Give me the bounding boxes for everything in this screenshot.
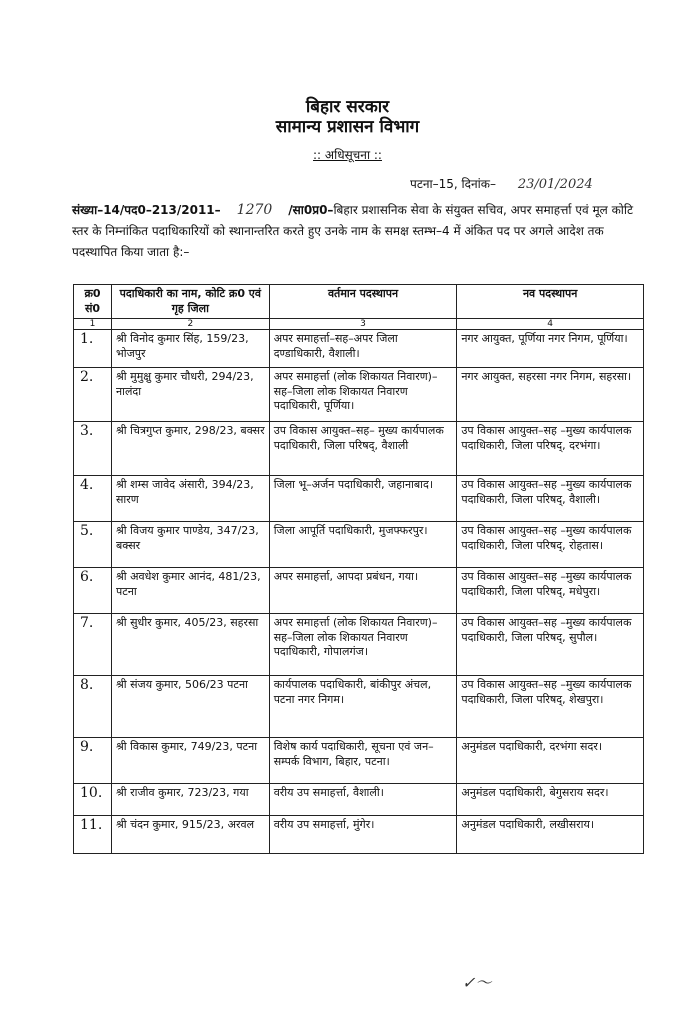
serial-cell: 7. — [74, 614, 112, 676]
current-posting-cell: जिला आपूर्ति पदाधिकारी, मुजफ्फरपुर। — [269, 522, 457, 568]
new-posting-cell: नगर आयुक्त, सहरसा नगर निगम, सहरसा। — [457, 368, 644, 422]
serial-cell: 8. — [74, 676, 112, 738]
table-header-row — [74, 285, 644, 319]
officer-cell: श्री विजय कुमार पाण्डेय, 347/23, बक्सर — [111, 522, 269, 568]
new-posting-cell: नगर आयुक्त, पूर्णिया नगर निगम, पूर्णिया। — [457, 330, 644, 368]
officer-cell: श्री शम्स जावेद अंसारी, 394/23, सारण — [111, 476, 269, 522]
new-posting-cell: अनुमंडल पदाधिकारी, दरभंगा सदर। — [457, 738, 644, 784]
column-number: 2 — [111, 319, 269, 330]
serial-cell: 10. — [74, 784, 112, 816]
table-row — [74, 676, 644, 738]
new-posting-cell: अनुमंडल पदाधिकारी, लखीसराय। — [457, 816, 644, 854]
new-posting-cell: उप विकास आयुक्त–सह –मुख्य कार्यपालक पदाधिकारी, जिला परिषद्, शेखपुरा। — [457, 676, 644, 738]
table-row — [74, 784, 644, 816]
officer-cell: श्री चंदन कुमार, 915/23, अरवल — [111, 816, 269, 854]
column-number: 4 — [457, 319, 644, 330]
table-row — [74, 738, 644, 784]
intro-paragraph — [72, 200, 647, 263]
column-number: 1 — [74, 319, 112, 330]
officer-cell: श्री सुधीर कुमार, 405/23, सहरसा — [111, 614, 269, 676]
table-row — [74, 330, 644, 368]
serial-cell: 2. — [74, 368, 112, 422]
officer-cell: श्री संजय कुमार, 506/23 पटना — [111, 676, 269, 738]
signature: ✓〜 — [462, 973, 492, 992]
column-number-row — [74, 319, 644, 330]
serial-cell: 11. — [74, 816, 112, 854]
handwritten-reference-number: 1270 — [236, 202, 273, 218]
current-posting-cell: जिला भू–अर्जन पदाधिकारी, जहानाबाद। — [269, 476, 457, 522]
current-posting-cell: अपर समाहर्त्ता (लोक शिकायत निवारण)– सह–जिला लोक शिकायत निवारण पदाधिकारी, पूर्णिया। — [269, 368, 457, 422]
handwritten-date: 23/01/2024 — [517, 177, 593, 192]
officer-cell: श्री राजीव कुमार, 723/23, गया — [111, 784, 269, 816]
serial-cell: 3. — [74, 422, 112, 476]
new-posting-cell: उप विकास आयुक्त–सह –मुख्य कार्यपालक पदाधिकारी, जिला परिषद्, मधेपुरा। — [457, 568, 644, 614]
intro-text: बिहार प्रशासनिक सेवा के संयुक्त सचिव, अपर समाहर्त्ता एवं मूल कोटि स्तर के निम्नांकित पदाधिकारियों को स्थानान्तरित करते हुए उनके नाम के समक्ष स्तम्भ–4 में अंकित पद पर अगले आदेश तक पदस्थापित किया जाता है:– — [72, 203, 634, 259]
officer-cell: श्री चित्रगुप्त कुमार, 298/23, बक्सर — [111, 422, 269, 476]
notice-heading: :: अधिसूचना :: — [313, 148, 382, 162]
table-row — [74, 816, 644, 854]
table-row — [74, 614, 644, 676]
column-number: 3 — [269, 319, 457, 330]
officer-cell: श्री अवधेश कुमार आनंद, 481/23, पटना — [111, 568, 269, 614]
new-posting-cell: उप विकास आयुक्त–सह –मुख्य कार्यपालक पदाधिकारी, जिला परिषद्, सुपौल। — [457, 614, 644, 676]
current-posting-cell: अपर समाहर्त्ता (लोक शिकायत निवारण)–सह–जिला लोक शिकायत निवारण पदाधिकारी, गोपालगंज। — [269, 614, 457, 676]
current-posting-cell: कार्यपालक पदाधिकारी, बांकीपुर अंचल, पटना नगर निगम। — [269, 676, 457, 738]
current-posting-cell: अपर समाहर्त्ता–सह–अपर जिला दण्डाधिकारी, वैशाली। — [269, 330, 457, 368]
new-posting-cell: उप विकास आयुक्त–सह –मुख्य कार्यपालक पदाधिकारी, जिला परिषद्, रोहतास। — [457, 522, 644, 568]
serial-cell: 9. — [74, 738, 112, 784]
serial-cell: 1. — [74, 330, 112, 368]
serial-cell: 4. — [74, 476, 112, 522]
current-posting-cell: वरीय उप समाहर्त्ता, मुंगेर। — [269, 816, 457, 854]
table-row — [74, 568, 644, 614]
officer-cell: श्री विनोद कुमार सिंह, 159/23, भोजपुर — [111, 330, 269, 368]
reference-prefix: संख्या–14/पद0–213/2011– — [72, 203, 221, 217]
header-officer: पदाधिकारी का नाम, कोटि क्र0 एवं गृह जिला — [111, 285, 269, 319]
current-posting-cell: अपर समाहर्त्ता, आपदा प्रबंधन, गया। — [269, 568, 457, 614]
table-row — [74, 368, 644, 422]
current-posting-cell: विशेष कार्य पदाधिकारी, सूचना एवं जन–सम्पर्क विभाग, बिहार, पटना। — [269, 738, 457, 784]
serial-cell: 6. — [74, 568, 112, 614]
new-posting-cell: अनुमंडल पदाधिकारी, बेगुसराय सदर। — [457, 784, 644, 816]
current-posting-cell: उप विकास आयुक्त–सह– मुख्य कार्यपालक पदाधिकारी, जिला परिषद्, वैशाली — [269, 422, 457, 476]
table-row — [74, 522, 644, 568]
government-title: बिहार सरकार — [305, 97, 390, 117]
dateline — [410, 175, 593, 192]
reference-suffix: /सा0प्र0– — [288, 203, 334, 217]
header-serial: क्र0 सं0 — [74, 285, 112, 319]
header-current-posting: वर्तमान पदस्थापन — [269, 285, 457, 319]
new-posting-cell: उप विकास आयुक्त–सह –मुख्य कार्यपालक पदाधिकारी, जिला परिषद्, दरभंगा। — [457, 422, 644, 476]
place-label: पटना–15, दिनांक– — [410, 177, 496, 191]
serial-cell: 5. — [74, 522, 112, 568]
table-row — [74, 422, 644, 476]
current-posting-cell: वरीय उप समाहर्त्ता, वैशाली। — [269, 784, 457, 816]
officer-cell: श्री मुमुक्षु कुमार चौधरी, 294/23, नालंदा — [111, 368, 269, 422]
transfer-table — [73, 284, 644, 854]
officer-cell: श्री विकास कुमार, 749/23, पटना — [111, 738, 269, 784]
table-row — [74, 476, 644, 522]
department-title: सामान्य प्रशासन विभाग — [275, 117, 420, 137]
header-new-posting: नव पदस्थापन — [457, 285, 644, 319]
new-posting-cell: उप विकास आयुक्त–सह –मुख्य कार्यपालक पदाधिकारी, जिला परिषद्, वैशाली। — [457, 476, 644, 522]
